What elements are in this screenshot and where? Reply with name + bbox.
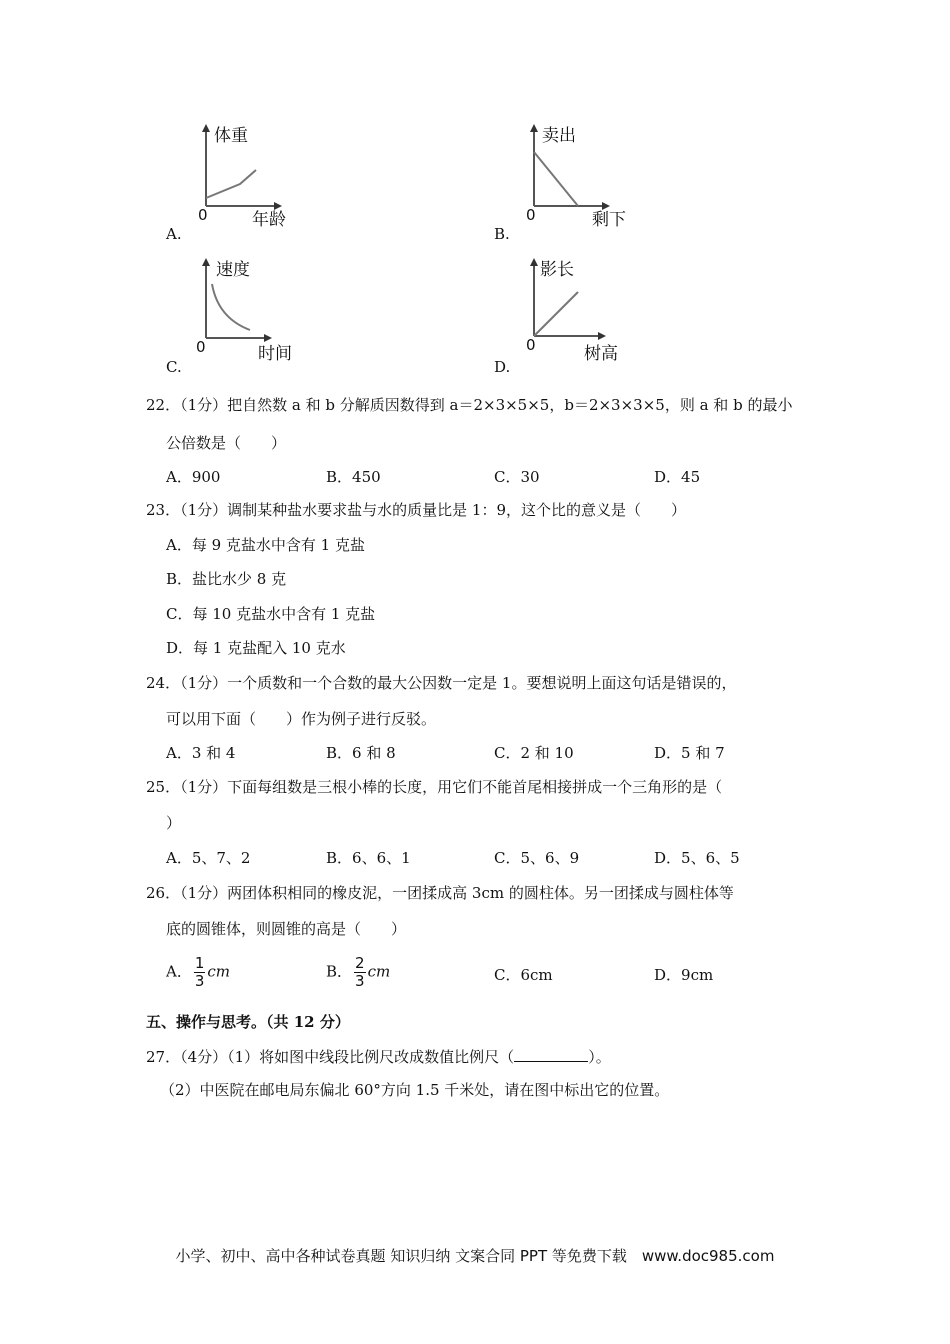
q27-stem-line2: （2）中医院在邮电局东偏北 60°方向 1.5 千米处，请在图中标出它的位置。 [160, 1081, 670, 1099]
q26-option-b[interactable] [326, 956, 390, 989]
q22-option-b[interactable]: B．450 [326, 468, 381, 486]
fraction-numerator: 1 [194, 954, 205, 972]
graph-a-x-label: 年龄 [252, 210, 286, 230]
graph-option-c[interactable] [196, 256, 346, 376]
q24-option-a[interactable]: A．3 和 4 [166, 744, 236, 762]
graph-option-b[interactable] [524, 122, 674, 242]
q26-option-b-letter: B． [326, 962, 353, 981]
fraction-denominator: 3 [355, 972, 365, 990]
graph-b-x-label: 剩下 [592, 210, 626, 230]
graph-option-d[interactable] [524, 256, 674, 376]
q22-option-c[interactable]: C．30 [494, 468, 540, 486]
q27-answer-blank[interactable] [514, 1047, 588, 1062]
q23-stem-line1: 23．（1分）调制某种盐水要求盐与水的质量比是 1：9，这个比的意义是（ ） [146, 501, 686, 519]
q24-stem-line2: 可以用下面（ ）作为例子进行反驳。 [166, 710, 437, 728]
q25-stem-line1: 25．（1分）下面每组数是三根小棒的长度，用它们不能首尾相接拼成一个三角形的是（ [146, 778, 723, 796]
q25-option-c[interactable]: C．5、6、9 [494, 849, 580, 867]
q26-option-d[interactable]: D．9cm [654, 966, 714, 984]
q26-option-c[interactable]: C．6cm [494, 966, 553, 984]
section-5-title: 五、操作与思考。（共 12 分） [146, 1013, 350, 1031]
q27-stem-line1 [146, 1047, 611, 1066]
graph-c-origin: 0 [196, 338, 206, 356]
graph-d-x-label: 树高 [584, 344, 618, 364]
q23-option-c[interactable]: C．每 10 克盐水中含有 1 克盐 [166, 605, 376, 623]
graph-c-x-label: 时间 [258, 344, 292, 364]
graph-a-letter: A. [166, 225, 182, 243]
q24-option-b[interactable]: B．6 和 8 [326, 744, 396, 762]
q27-line1-text: 27．（4分）（1）将如图中线段比例尺改成数值比例尺（ [146, 1048, 515, 1066]
q26-option-b-fraction [354, 956, 366, 989]
q27-line1-close: ）。 [588, 1048, 611, 1066]
q22-option-a[interactable]: A．900 [166, 468, 221, 486]
q26-option-a-fraction [194, 956, 206, 989]
q24-stem-line1: 24．（1分）一个质数和一个合数的最大公因数一定是 1。要想说明上面这句话是错误的， [146, 674, 737, 692]
q26-option-a-unit: cm [207, 962, 231, 981]
q22-stem-line1: 22．（1分）把自然数 a 和 b 分解质因数得到 a＝2×3×5×5，b＝2×3×3×5，则 a 和 b 的最小 [146, 396, 793, 414]
graph-b-y-label: 卖出 [542, 126, 576, 146]
graph-a-origin: 0 [198, 206, 208, 224]
q26-option-a[interactable] [166, 956, 230, 989]
q25-option-b[interactable]: B．6、6、1 [326, 849, 411, 867]
graph-b-letter: B. [494, 225, 510, 243]
q23-option-d[interactable]: D．每 1 克盐配入 10 克水 [166, 639, 346, 657]
graph-d-letter: D. [494, 358, 511, 376]
q23-option-a[interactable]: A．每 9 克盐水中含有 1 克盐 [166, 536, 365, 554]
fraction-numerator: 2 [355, 954, 365, 972]
q22-option-d[interactable]: D．45 [654, 468, 701, 486]
q26-stem-line1: 26．（1分）两团体积相同的橡皮泥，一团揉成高 3cm 的圆柱体。另一团揉成与圆柱体等 [146, 884, 734, 902]
q25-option-d[interactable]: D．5、6、5 [654, 849, 740, 867]
q24-option-d[interactable]: D．5 和 7 [654, 744, 725, 762]
q26-option-a-letter: A． [166, 962, 192, 981]
graph-c-y-label: 速度 [216, 260, 250, 280]
graph-c-letter: C. [166, 358, 182, 376]
q26-stem-line2: 底的圆锥体，则圆锥的高是（ ） [166, 920, 407, 938]
q25-stem-line2: ） [166, 814, 182, 832]
graph-d-y-label: 影长 [540, 260, 574, 280]
graph-b-origin: 0 [526, 206, 536, 224]
graph-d-origin: 0 [526, 336, 536, 354]
page-footer: 小学、初中、高中各种试卷真题 知识归纳 文案合同 PPT 等免费下载 www.doc985.com [175, 1247, 775, 1265]
graph-a-y-label: 体重 [214, 126, 248, 146]
q26-option-b-unit: cm [367, 962, 391, 981]
fraction-denominator: 3 [194, 972, 205, 990]
graph-option-a[interactable] [196, 122, 346, 242]
q22-stem-line2: 公倍数是（ ） [166, 434, 287, 452]
q25-option-a[interactable]: A．5、7、2 [166, 849, 251, 867]
q24-option-c[interactable]: C．2 和 10 [494, 744, 574, 762]
q23-option-b[interactable]: B．盐比水少 8 克 [166, 570, 287, 588]
